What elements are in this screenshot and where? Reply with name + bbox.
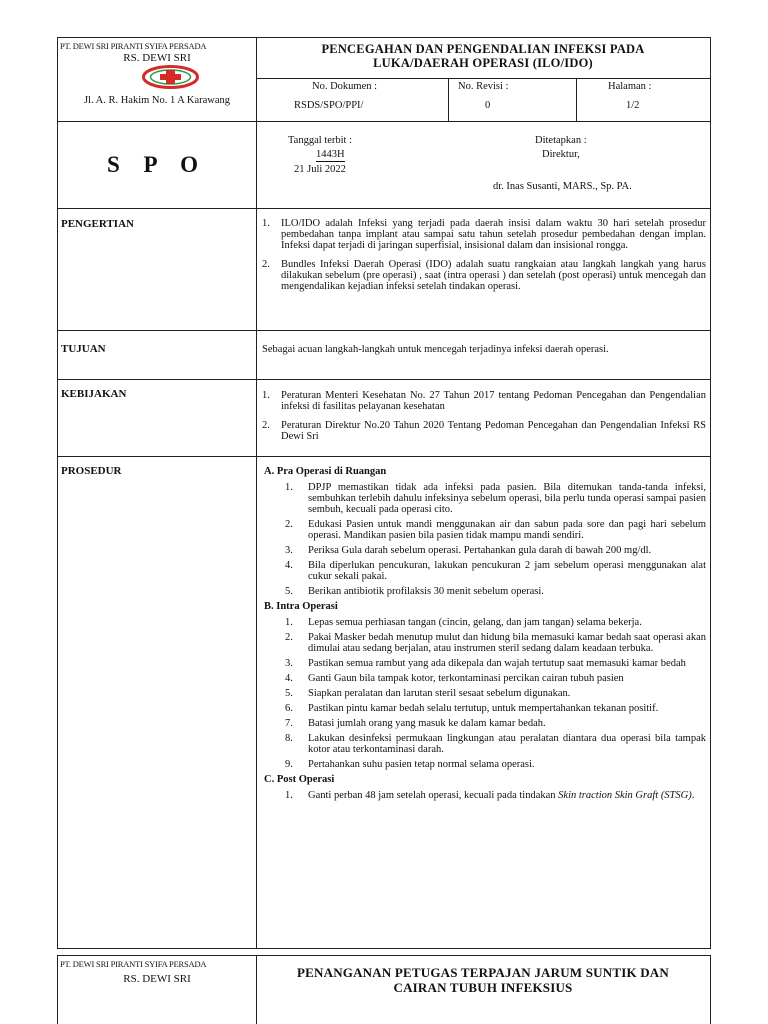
pengertian-content xyxy=(262,218,706,300)
prosedur-label: PROSEDUR xyxy=(61,465,122,477)
no-dokumen-value: RSDS/SPO/PPI/ xyxy=(294,100,364,111)
list-item: 1. Peraturan Menteri Kesehatan No. 27 Tahun 2017 tentang Pedoman Pencegahan dan Pengendalian infeksi di fasilitas pelayanan kesehatan xyxy=(262,390,706,412)
company-name: PT. DEWI SRI PIRANTI SYIFA PERSADA xyxy=(60,41,207,51)
section-b-title: B. Intra Operasi xyxy=(264,601,338,612)
next-company-name: PT. DEWI SRI PIRANTI SYIFA PERSADA xyxy=(60,959,207,969)
ditetapkan-label: Ditetapkan : xyxy=(535,135,587,146)
spo-label: S P O xyxy=(107,152,207,177)
list-item: 1. Lepas semua perhiasan tangan (cincin, gelang, dan jam tangan) selama bekerja. xyxy=(285,617,642,628)
section-a-title: A. Pra Operasi di Ruangan xyxy=(264,466,387,477)
tujuan-label: TUJUAN xyxy=(61,343,106,355)
direktur-label: Direktur, xyxy=(542,149,580,160)
section-c-title: C. Post Operasi xyxy=(264,774,335,785)
list-item: 3. Pastikan semua rambut yang ada dikepala dan wajah tertutup saat memasuki kamar bedah xyxy=(285,658,686,669)
document-page xyxy=(57,37,711,949)
kebijakan-content xyxy=(262,390,706,450)
tanggal-terbit-label: Tanggal terbit : xyxy=(288,135,352,146)
list-item: 4. Bila diperlukan pencukuran, lakukan pencukuran 2 jam sebelum operasi menggunakan alat cukur sekali pakai. xyxy=(285,560,706,582)
tujuan-content: Sebagai acuan langkah-langkah untuk mencegah terjadinya infeksi daerah operasi. xyxy=(262,344,609,355)
kebijakan-label: KEBIJAKAN xyxy=(61,388,127,400)
pengertian-label: PENGERTIAN xyxy=(61,218,134,230)
list-item: 5. Siapkan peralatan dan larutan steril sesaat sebelum digunakan. xyxy=(285,688,571,699)
hospital-address: Jl. A. R. Hakim No. 1 A Karawang xyxy=(83,95,231,106)
next-page-header xyxy=(57,955,711,1024)
halaman-value: 1/2 xyxy=(626,100,640,111)
list-item: 2. Bundles Infeksi Daerah Operasi (IDO) adalah suatu rangkaian atau langkah langkah yang harus dilakukan sebelum (pre operasi) , saat (intra operasi ) dan setelah (post operasi) untuk mencegah dan mengendalikan kejadian infeksi setelah tindakan operasi. xyxy=(262,259,706,292)
no-revisi-value: 0 xyxy=(485,100,491,111)
list-item: 6. Pastikan pintu kamar bedah selalu tertutup, untuk mempertahankan tekanan positif. xyxy=(285,703,659,714)
list-item: 1. ILO/IDO adalah Infeksi yang terjadi pada daerah insisi dalam waktu 30 hari setelah prosedur pembedahan tanpa implant atau sampai satu tahun setelah prosedur pembedahan dengan implan. Infeksi dapat terjadi di jaringan superfisial, insisional dalam dan insisional rongga. xyxy=(262,218,706,251)
list-item: 8. Lakukan desinfeksi permukaan lingkungan atau peralatan diantara dua operasi bila tampak kotor atau terkontaminasi darah. xyxy=(285,733,706,755)
list-item: 1. DPJP memastikan tidak ada infeksi pada pasien. Bila ditemukan tanda-tanda infeksi, sembuhkan terlebih dahulu infeksinya sebelum operasi, bila perlu tunda operasi sampai pasien sembuh, kecuali pada operasi cito. xyxy=(285,482,706,515)
signatory-name: dr. Inas Susanti, MARS., Sp. PA. xyxy=(493,181,632,192)
hospital-logo-icon xyxy=(142,65,199,89)
no-revisi-label: No. Revisi : xyxy=(458,81,509,92)
list-item: 2. Peraturan Direktur No.20 Tahun 2020 Tentang Pedoman Pencegahan dan Pengendalian Infeksi RS Dewi Sri xyxy=(262,420,706,442)
tanggal-date: 21 Juli 2022 xyxy=(294,164,346,175)
list-item: 5. Berikan antibiotik profilaksis 30 menit sebelum operasi. xyxy=(285,586,544,597)
no-dokumen-label: No. Dokumen : xyxy=(312,81,378,92)
prosedur-content xyxy=(262,466,706,805)
document-title: PENCEGAHAN DAN PENGENDALIAN INFEKSI PADA LUKA/DAERAH OPERASI (ILO/IDO) xyxy=(321,42,645,70)
list-item: 7. Batasi jumlah orang yang masuk ke dalam kamar bedah. xyxy=(285,718,546,729)
tanggal-hijri: 1443H xyxy=(316,149,345,160)
list-item: 3. Periksa Gula darah sebelum operasi. Pertahankan gula darah di bawah 200 mg/dl. xyxy=(285,545,652,556)
list-item: 4. Ganti Gaun bila tampak kotor, terkontaminasi percikan cairan tubuh pasien xyxy=(285,673,624,684)
list-item: 9. Pertahankan suhu pasien tetap normal selama operasi. xyxy=(285,759,535,770)
list-item: 2. Pakai Masker bedah menutup mulut dan hidung bila memasuki kamar bedah saat operasi akan dimulai atau sedang berjalan, atau instrumen steril sedang dalam keadaan terbuka. xyxy=(285,632,706,654)
list-item: 2. Edukasi Pasien untuk mandi menggunakan air dan sabun pada sore dan pagi hari sebelum operasi. Mandikan pasien bila pasien tidak mampu mandi sendiri. xyxy=(285,519,706,541)
next-hospital-name: RS. DEWI SRI xyxy=(123,973,191,985)
halaman-label: Halaman : xyxy=(608,81,652,92)
list-item: 1. Ganti perban 48 jam setelah operasi, kecuali pada tindakan Skin traction Skin Graft (STSG). xyxy=(285,790,695,801)
next-document-title: PENANGANAN PETUGAS TERPAJAN JARUM SUNTIK DAN CAIRAN TUBUH INFEKSIUS xyxy=(297,965,669,995)
hospital-name: RS. DEWI SRI xyxy=(123,52,191,64)
